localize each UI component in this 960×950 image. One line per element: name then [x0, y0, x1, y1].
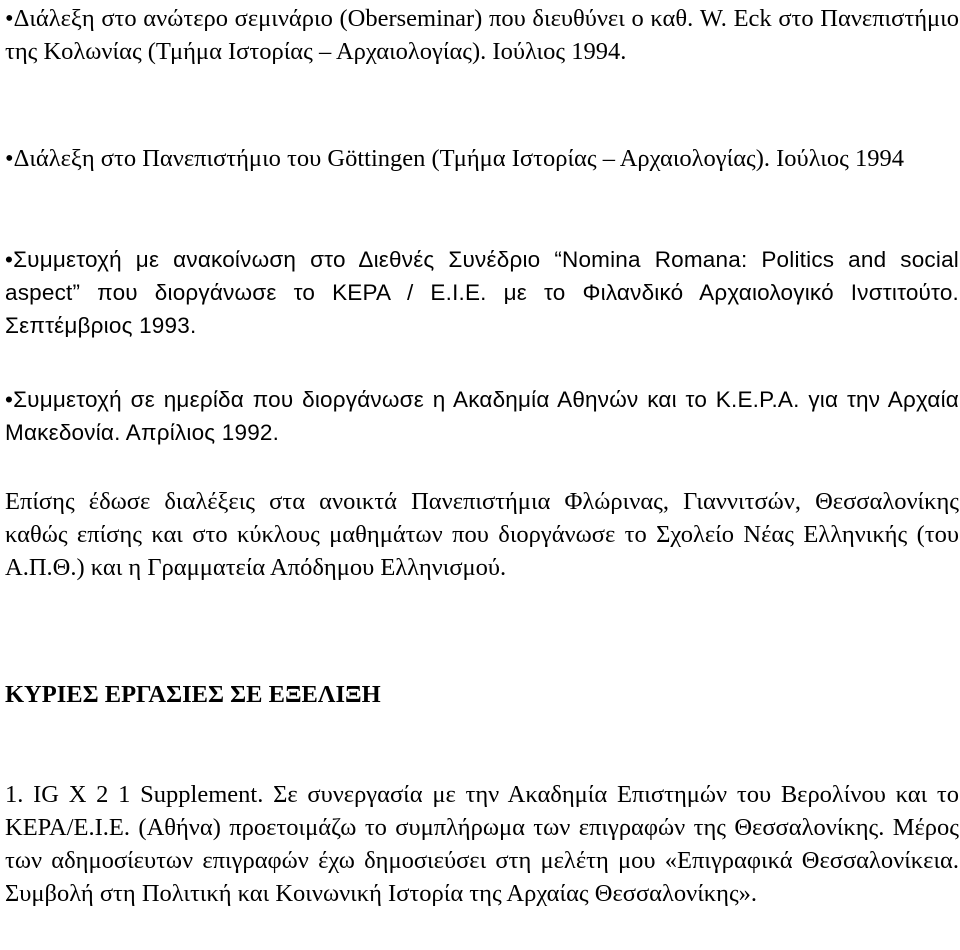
bullet-marker: • [5, 145, 14, 172]
bullet-text: Διάλεξη στο Πανεπιστήμιο του Göttingen (Τμήμα Ιστορίας – Αρχαιολογίας). Ιούλιος 1994 [13, 145, 904, 172]
bullet-item [5, 243, 959, 342]
bullet-text: Συμμετοχή με ανακοίνωση στο Διεθνές Συνέδριο “Nomina Romana: Politics and social aspect” που διοργάνωσε το ΚΕΡΑ / Ε.Ι.Ε. με το Φιλανδικό Αρχαιολογικό Ινστιτούτο. Σεπτέμβριος 1993. [5, 247, 959, 338]
body-paragraph: Επίσης έδωσε διαλέξεις στα ανοικτά Πανεπιστήμια Φλώρινας, Γιαννιτσών, Θεσσαλονίκης καθώς επίσης και στο κύκλους μαθημάτων που διοργάνωσε το Σχολείο Νέας Ελληνικής (του Α.Π.Θ.) και η Γραμματεία Απόδημου Ελληνισμού. [5, 488, 959, 581]
work-number: 1. [5, 781, 24, 808]
section-heading: ΚΥΡΙΕΣ ΕΡΓΑΣΙΕΣ ΣΕ ΕΞΕΛΙΞΗ [5, 681, 381, 708]
bullet-item [5, 383, 959, 449]
work-text: IG X 2 1 Supplement. Σε συνεργασία με την Ακαδημία Επιστημών του Βερολίνου και το ΚΕΡΑ/Ε.Ι.Ε. (Αθήνα) προετοιμάζω το συμπλήρωμα των επιγραφών της Θεσσαλονίκης. Μέρος των αδημοσίευτων επιγραφών έχω δημοσιεύσει στη μελέτη μου «Επιγραφικά Θεσσαλονίκεια. Συμβολή στη Πολιτική και Κοινωνική Ιστορία της Αρχαίας Θεσσαλονίκης». [5, 781, 960, 907]
bullet-marker: • [5, 5, 14, 32]
bullet-item [5, 142, 959, 175]
bullet-text: Διάλεξη στο ανώτερο σεμινάριο (Oberseminar) που διευθύνει ο καθ. W. Eck στο Πανεπιστήμιο της Κολωνίας (Τμήμα Ιστορίας – Αρχαιολογίας). Ιούλιος 1994. [5, 5, 959, 65]
bullet-marker: • [5, 247, 14, 272]
bullet-marker: • [5, 387, 14, 412]
bullet-item [5, 2, 959, 68]
work-item [5, 778, 959, 910]
bullet-text: Συμμετοχή σε ημερίδα που διοργάνωσε η Ακαδημία Αθηνών και το Κ.Ε.Ρ.Α. για την Αρχαία Μακεδονία. Απρίλιος 1992. [5, 387, 959, 445]
